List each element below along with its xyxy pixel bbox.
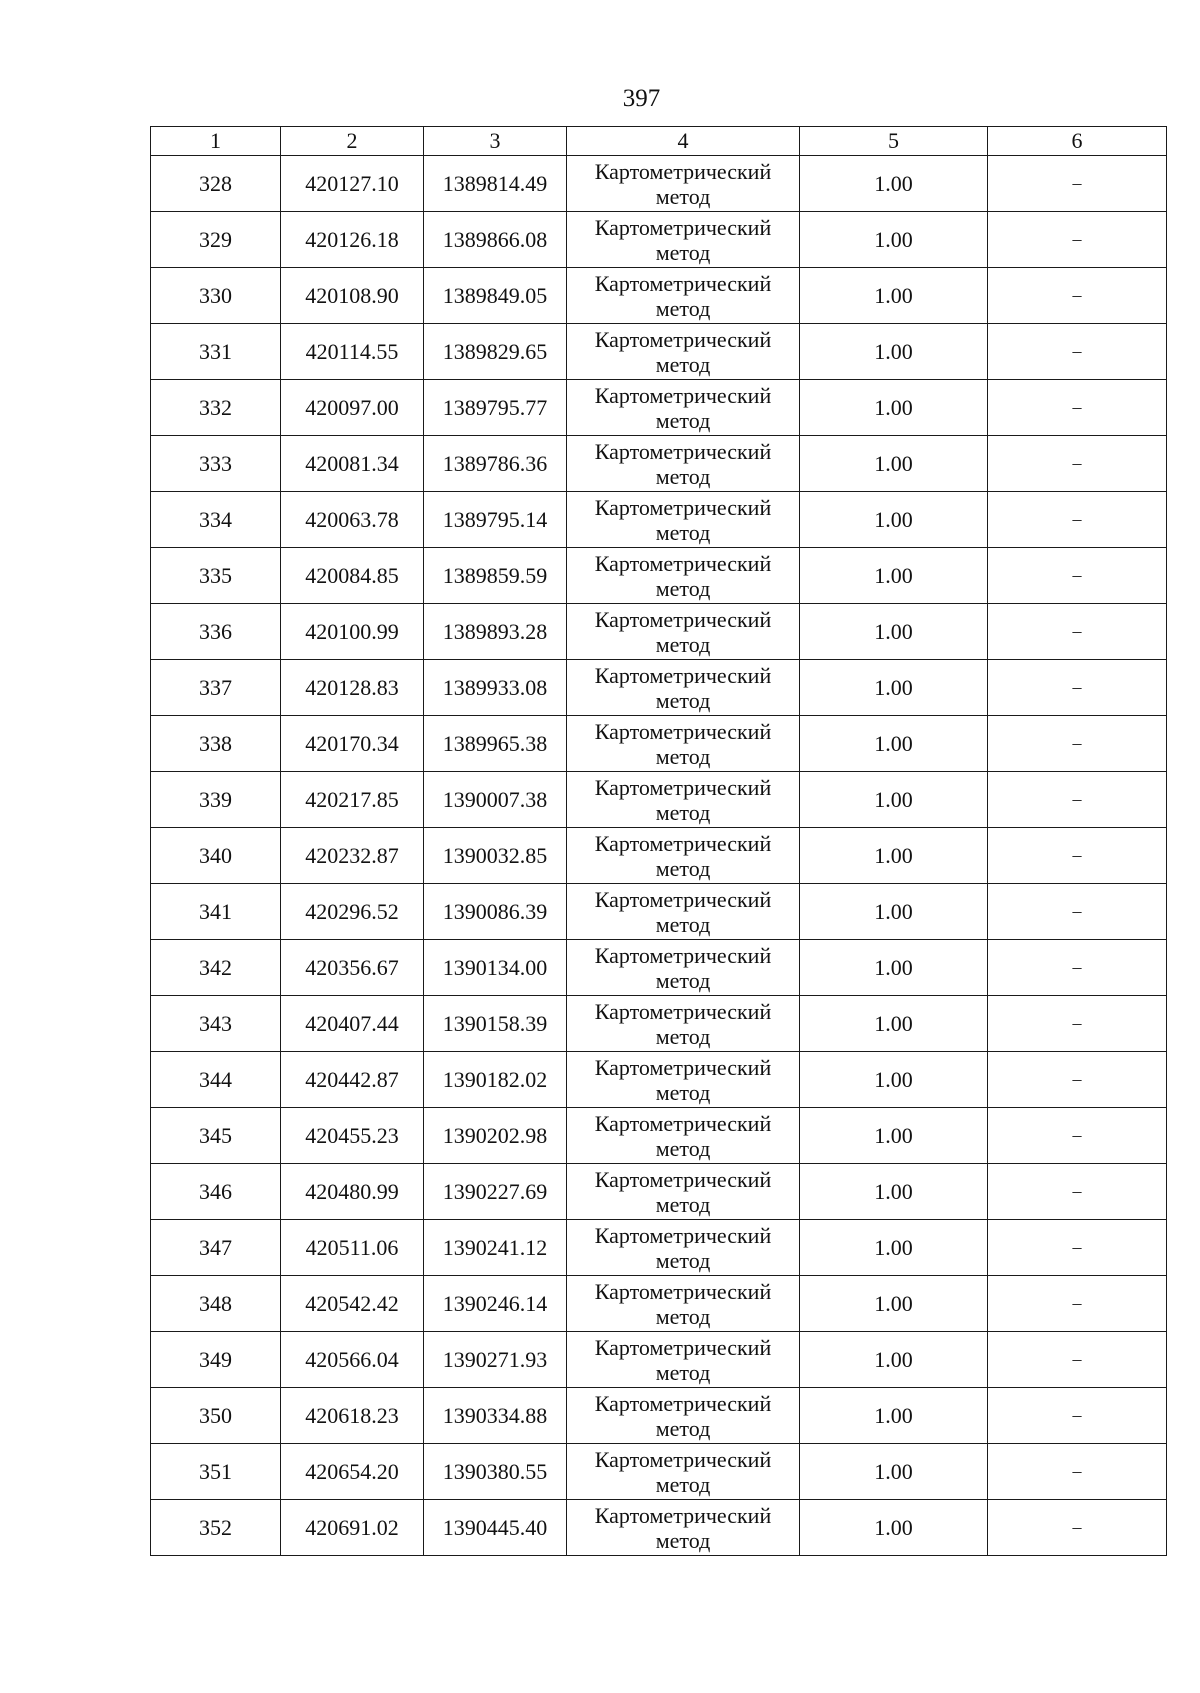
method-line-1: Картометрический bbox=[594, 550, 772, 576]
method-line-2: метод bbox=[655, 1023, 711, 1049]
accuracy-cell: 1.00 bbox=[800, 1276, 988, 1332]
method-cell bbox=[567, 716, 800, 772]
description-cell: – bbox=[988, 660, 1167, 716]
x-coordinate-cell: 420126.18 bbox=[281, 212, 424, 268]
accuracy-cell: 1.00 bbox=[800, 940, 988, 996]
accuracy-cell: 1.00 bbox=[800, 380, 988, 436]
x-coordinate-cell: 420480.99 bbox=[281, 1164, 424, 1220]
x-coordinate-cell: 420442.87 bbox=[281, 1052, 424, 1108]
point-number-cell: 333 bbox=[151, 436, 281, 492]
y-coordinate-cell: 1389829.65 bbox=[424, 324, 567, 380]
table-body bbox=[151, 156, 1167, 1556]
point-number-cell: 347 bbox=[151, 1220, 281, 1276]
method-cell bbox=[567, 268, 800, 324]
point-number-cell: 337 bbox=[151, 660, 281, 716]
y-coordinate-cell: 1389795.77 bbox=[424, 380, 567, 436]
method-cell bbox=[567, 604, 800, 660]
point-number-cell: 346 bbox=[151, 1164, 281, 1220]
method-line-1: Картометрический bbox=[594, 1390, 772, 1416]
table-row bbox=[151, 1108, 1167, 1164]
point-number-cell: 352 bbox=[151, 1500, 281, 1556]
method-line-1: Картометрический bbox=[594, 214, 772, 240]
y-coordinate-cell: 1389933.08 bbox=[424, 660, 567, 716]
point-number-cell: 339 bbox=[151, 772, 281, 828]
description-cell: – bbox=[988, 1108, 1167, 1164]
accuracy-cell: 1.00 bbox=[800, 1052, 988, 1108]
y-coordinate-cell: 1389849.05 bbox=[424, 268, 567, 324]
description-cell: – bbox=[988, 1444, 1167, 1500]
table-row bbox=[151, 380, 1167, 436]
point-number-cell: 328 bbox=[151, 156, 281, 212]
method-cell bbox=[567, 1108, 800, 1164]
table-row bbox=[151, 492, 1167, 548]
method-line-2: метод bbox=[655, 1527, 711, 1553]
table-row bbox=[151, 1220, 1167, 1276]
accuracy-cell: 1.00 bbox=[800, 716, 988, 772]
point-number-cell: 341 bbox=[151, 884, 281, 940]
point-number-cell: 345 bbox=[151, 1108, 281, 1164]
method-line-2: метод bbox=[655, 407, 711, 433]
y-coordinate-cell: 1389795.14 bbox=[424, 492, 567, 548]
accuracy-cell: 1.00 bbox=[800, 604, 988, 660]
description-cell: – bbox=[988, 436, 1167, 492]
point-number-cell: 349 bbox=[151, 1332, 281, 1388]
x-coordinate-cell: 420566.04 bbox=[281, 1332, 424, 1388]
table-row bbox=[151, 604, 1167, 660]
table-row bbox=[151, 1052, 1167, 1108]
method-line-1: Картометрический bbox=[594, 382, 772, 408]
accuracy-cell: 1.00 bbox=[800, 828, 988, 884]
x-coordinate-cell: 420296.52 bbox=[281, 884, 424, 940]
y-coordinate-cell: 1390158.39 bbox=[424, 996, 567, 1052]
table-row bbox=[151, 996, 1167, 1052]
coordinates-table bbox=[150, 126, 1167, 1556]
method-cell bbox=[567, 996, 800, 1052]
description-cell: – bbox=[988, 940, 1167, 996]
method-line-1: Картометрический bbox=[594, 998, 772, 1024]
method-line-2: метод bbox=[655, 351, 711, 377]
method-cell bbox=[567, 436, 800, 492]
method-cell bbox=[567, 1164, 800, 1220]
table-row bbox=[151, 828, 1167, 884]
accuracy-cell: 1.00 bbox=[800, 492, 988, 548]
method-line-1: Картометрический bbox=[594, 1334, 772, 1360]
accuracy-cell: 1.00 bbox=[800, 156, 988, 212]
table-row bbox=[151, 1444, 1167, 1500]
accuracy-cell: 1.00 bbox=[800, 1500, 988, 1556]
description-cell: – bbox=[988, 1332, 1167, 1388]
table-row bbox=[151, 1276, 1167, 1332]
method-cell bbox=[567, 1388, 800, 1444]
table-row bbox=[151, 1500, 1167, 1556]
y-coordinate-cell: 1389893.28 bbox=[424, 604, 567, 660]
method-line-1: Картометрический bbox=[594, 1166, 772, 1192]
header-cell-3: 3 bbox=[424, 127, 567, 156]
method-line-2: метод bbox=[655, 1471, 711, 1497]
header-row bbox=[151, 127, 1167, 156]
method-line-2: метод bbox=[655, 1135, 711, 1161]
description-cell: – bbox=[988, 1220, 1167, 1276]
point-number-cell: 330 bbox=[151, 268, 281, 324]
point-number-cell: 344 bbox=[151, 1052, 281, 1108]
description-cell: – bbox=[988, 548, 1167, 604]
table-row bbox=[151, 156, 1167, 212]
table-row bbox=[151, 660, 1167, 716]
accuracy-cell: 1.00 bbox=[800, 1164, 988, 1220]
y-coordinate-cell: 1389965.38 bbox=[424, 716, 567, 772]
description-cell: – bbox=[988, 1276, 1167, 1332]
x-coordinate-cell: 420217.85 bbox=[281, 772, 424, 828]
method-line-2: метод bbox=[655, 967, 711, 993]
method-line-2: метод bbox=[655, 1079, 711, 1105]
description-cell: – bbox=[988, 1164, 1167, 1220]
x-coordinate-cell: 420108.90 bbox=[281, 268, 424, 324]
table-row bbox=[151, 212, 1167, 268]
method-line-2: метод bbox=[655, 687, 711, 713]
table-row bbox=[151, 548, 1167, 604]
method-line-1: Картометрический bbox=[594, 1222, 772, 1248]
point-number-cell: 331 bbox=[151, 324, 281, 380]
point-number-cell: 329 bbox=[151, 212, 281, 268]
y-coordinate-cell: 1390241.12 bbox=[424, 1220, 567, 1276]
method-cell bbox=[567, 1444, 800, 1500]
method-cell bbox=[567, 156, 800, 212]
accuracy-cell: 1.00 bbox=[800, 1388, 988, 1444]
method-line-1: Картометрический bbox=[594, 774, 772, 800]
x-coordinate-cell: 420128.83 bbox=[281, 660, 424, 716]
description-cell: – bbox=[988, 212, 1167, 268]
table-row bbox=[151, 324, 1167, 380]
y-coordinate-cell: 1390202.98 bbox=[424, 1108, 567, 1164]
description-cell: – bbox=[988, 324, 1167, 380]
table-row bbox=[151, 772, 1167, 828]
method-line-2: метод bbox=[655, 743, 711, 769]
accuracy-cell: 1.00 bbox=[800, 268, 988, 324]
method-cell bbox=[567, 548, 800, 604]
description-cell: – bbox=[988, 1052, 1167, 1108]
method-cell bbox=[567, 1500, 800, 1556]
y-coordinate-cell: 1390227.69 bbox=[424, 1164, 567, 1220]
method-line-1: Картометрический bbox=[594, 1446, 772, 1472]
method-line-1: Картометрический bbox=[594, 606, 772, 632]
x-coordinate-cell: 420127.10 bbox=[281, 156, 424, 212]
y-coordinate-cell: 1390380.55 bbox=[424, 1444, 567, 1500]
x-coordinate-cell: 420084.85 bbox=[281, 548, 424, 604]
method-cell bbox=[567, 1052, 800, 1108]
header-cell-4: 4 bbox=[567, 127, 800, 156]
y-coordinate-cell: 1390246.14 bbox=[424, 1276, 567, 1332]
y-coordinate-cell: 1390271.93 bbox=[424, 1332, 567, 1388]
method-cell bbox=[567, 380, 800, 436]
method-cell bbox=[567, 492, 800, 548]
accuracy-cell: 1.00 bbox=[800, 548, 988, 604]
method-cell bbox=[567, 212, 800, 268]
method-cell bbox=[567, 324, 800, 380]
table-row bbox=[151, 940, 1167, 996]
header-cell-1: 1 bbox=[151, 127, 281, 156]
accuracy-cell: 1.00 bbox=[800, 1444, 988, 1500]
table-row bbox=[151, 716, 1167, 772]
y-coordinate-cell: 1389866.08 bbox=[424, 212, 567, 268]
point-number-cell: 343 bbox=[151, 996, 281, 1052]
method-line-1: Картометрический bbox=[594, 438, 772, 464]
y-coordinate-cell: 1390334.88 bbox=[424, 1388, 567, 1444]
point-number-cell: 350 bbox=[151, 1388, 281, 1444]
y-coordinate-cell: 1389786.36 bbox=[424, 436, 567, 492]
description-cell: – bbox=[988, 156, 1167, 212]
x-coordinate-cell: 420100.99 bbox=[281, 604, 424, 660]
x-coordinate-cell: 420455.23 bbox=[281, 1108, 424, 1164]
method-line-1: Картометрический bbox=[594, 270, 772, 296]
method-cell bbox=[567, 940, 800, 996]
method-line-1: Картометрический bbox=[594, 1502, 772, 1528]
method-line-1: Картометрический bbox=[594, 158, 772, 184]
description-cell: – bbox=[988, 1388, 1167, 1444]
y-coordinate-cell: 1390086.39 bbox=[424, 884, 567, 940]
description-cell: – bbox=[988, 772, 1167, 828]
y-coordinate-cell: 1390134.00 bbox=[424, 940, 567, 996]
table-header bbox=[151, 127, 1167, 156]
table-row bbox=[151, 268, 1167, 324]
table-row bbox=[151, 1164, 1167, 1220]
method-line-2: метод bbox=[655, 1359, 711, 1385]
method-cell bbox=[567, 1220, 800, 1276]
method-line-2: метод bbox=[655, 911, 711, 937]
point-number-cell: 348 bbox=[151, 1276, 281, 1332]
x-coordinate-cell: 420081.34 bbox=[281, 436, 424, 492]
table-row bbox=[151, 1332, 1167, 1388]
point-number-cell: 351 bbox=[151, 1444, 281, 1500]
method-line-2: метод bbox=[655, 1247, 711, 1273]
method-line-2: метод bbox=[655, 1191, 711, 1217]
accuracy-cell: 1.00 bbox=[800, 772, 988, 828]
point-number-cell: 340 bbox=[151, 828, 281, 884]
point-number-cell: 336 bbox=[151, 604, 281, 660]
y-coordinate-cell: 1390182.02 bbox=[424, 1052, 567, 1108]
method-line-1: Картометрический bbox=[594, 326, 772, 352]
description-cell: – bbox=[988, 1500, 1167, 1556]
description-cell: – bbox=[988, 380, 1167, 436]
accuracy-cell: 1.00 bbox=[800, 1108, 988, 1164]
table-row bbox=[151, 884, 1167, 940]
header-cell-5: 5 bbox=[800, 127, 988, 156]
accuracy-cell: 1.00 bbox=[800, 1332, 988, 1388]
method-line-2: метод bbox=[655, 631, 711, 657]
method-line-1: Картометрический bbox=[594, 1278, 772, 1304]
point-number-cell: 338 bbox=[151, 716, 281, 772]
point-number-cell: 334 bbox=[151, 492, 281, 548]
point-number-cell: 335 bbox=[151, 548, 281, 604]
method-cell bbox=[567, 660, 800, 716]
accuracy-cell: 1.00 bbox=[800, 884, 988, 940]
accuracy-cell: 1.00 bbox=[800, 212, 988, 268]
method-line-2: метод bbox=[655, 1303, 711, 1329]
x-coordinate-cell: 420232.87 bbox=[281, 828, 424, 884]
x-coordinate-cell: 420063.78 bbox=[281, 492, 424, 548]
table-row bbox=[151, 436, 1167, 492]
point-number-cell: 332 bbox=[151, 380, 281, 436]
method-line-1: Картометрический bbox=[594, 1054, 772, 1080]
y-coordinate-cell: 1389859.59 bbox=[424, 548, 567, 604]
method-cell bbox=[567, 1332, 800, 1388]
method-cell bbox=[567, 1276, 800, 1332]
method-line-1: Картометрический bbox=[594, 886, 772, 912]
method-line-2: метод bbox=[655, 239, 711, 265]
x-coordinate-cell: 420511.06 bbox=[281, 1220, 424, 1276]
y-coordinate-cell: 1390032.85 bbox=[424, 828, 567, 884]
method-line-1: Картометрический bbox=[594, 662, 772, 688]
accuracy-cell: 1.00 bbox=[800, 436, 988, 492]
y-coordinate-cell: 1390007.38 bbox=[424, 772, 567, 828]
description-cell: – bbox=[988, 268, 1167, 324]
method-line-1: Картометрический bbox=[594, 1110, 772, 1136]
x-coordinate-cell: 420356.67 bbox=[281, 940, 424, 996]
y-coordinate-cell: 1390445.40 bbox=[424, 1500, 567, 1556]
accuracy-cell: 1.00 bbox=[800, 1220, 988, 1276]
header-cell-2: 2 bbox=[281, 127, 424, 156]
method-line-1: Картометрический bbox=[594, 718, 772, 744]
method-line-1: Картометрический bbox=[594, 830, 772, 856]
x-coordinate-cell: 420654.20 bbox=[281, 1444, 424, 1500]
description-cell: – bbox=[988, 884, 1167, 940]
method-line-2: метод bbox=[655, 183, 711, 209]
point-number-cell: 342 bbox=[151, 940, 281, 996]
method-line-2: метод bbox=[655, 519, 711, 545]
header-cell-6: 6 bbox=[988, 127, 1167, 156]
description-cell: – bbox=[988, 492, 1167, 548]
method-cell bbox=[567, 772, 800, 828]
x-coordinate-cell: 420114.55 bbox=[281, 324, 424, 380]
page-number: 397 bbox=[622, 85, 661, 112]
method-line-2: метод bbox=[655, 295, 711, 321]
method-line-2: метод bbox=[655, 463, 711, 489]
x-coordinate-cell: 420691.02 bbox=[281, 1500, 424, 1556]
method-line-1: Картометрический bbox=[594, 942, 772, 968]
y-coordinate-cell: 1389814.49 bbox=[424, 156, 567, 212]
x-coordinate-cell: 420170.34 bbox=[281, 716, 424, 772]
x-coordinate-cell: 420618.23 bbox=[281, 1388, 424, 1444]
method-line-2: метод bbox=[655, 855, 711, 881]
method-line-2: метод bbox=[655, 799, 711, 825]
method-line-2: метод bbox=[655, 1415, 711, 1441]
accuracy-cell: 1.00 bbox=[800, 996, 988, 1052]
x-coordinate-cell: 420097.00 bbox=[281, 380, 424, 436]
x-coordinate-cell: 420542.42 bbox=[281, 1276, 424, 1332]
description-cell: – bbox=[988, 828, 1167, 884]
description-cell: – bbox=[988, 716, 1167, 772]
method-line-2: метод bbox=[655, 575, 711, 601]
table-row bbox=[151, 1388, 1167, 1444]
accuracy-cell: 1.00 bbox=[800, 324, 988, 380]
description-cell: – bbox=[988, 996, 1167, 1052]
description-cell: – bbox=[988, 604, 1167, 660]
method-line-1: Картометрический bbox=[594, 494, 772, 520]
method-cell bbox=[567, 828, 800, 884]
x-coordinate-cell: 420407.44 bbox=[281, 996, 424, 1052]
accuracy-cell: 1.00 bbox=[800, 660, 988, 716]
method-cell bbox=[567, 884, 800, 940]
